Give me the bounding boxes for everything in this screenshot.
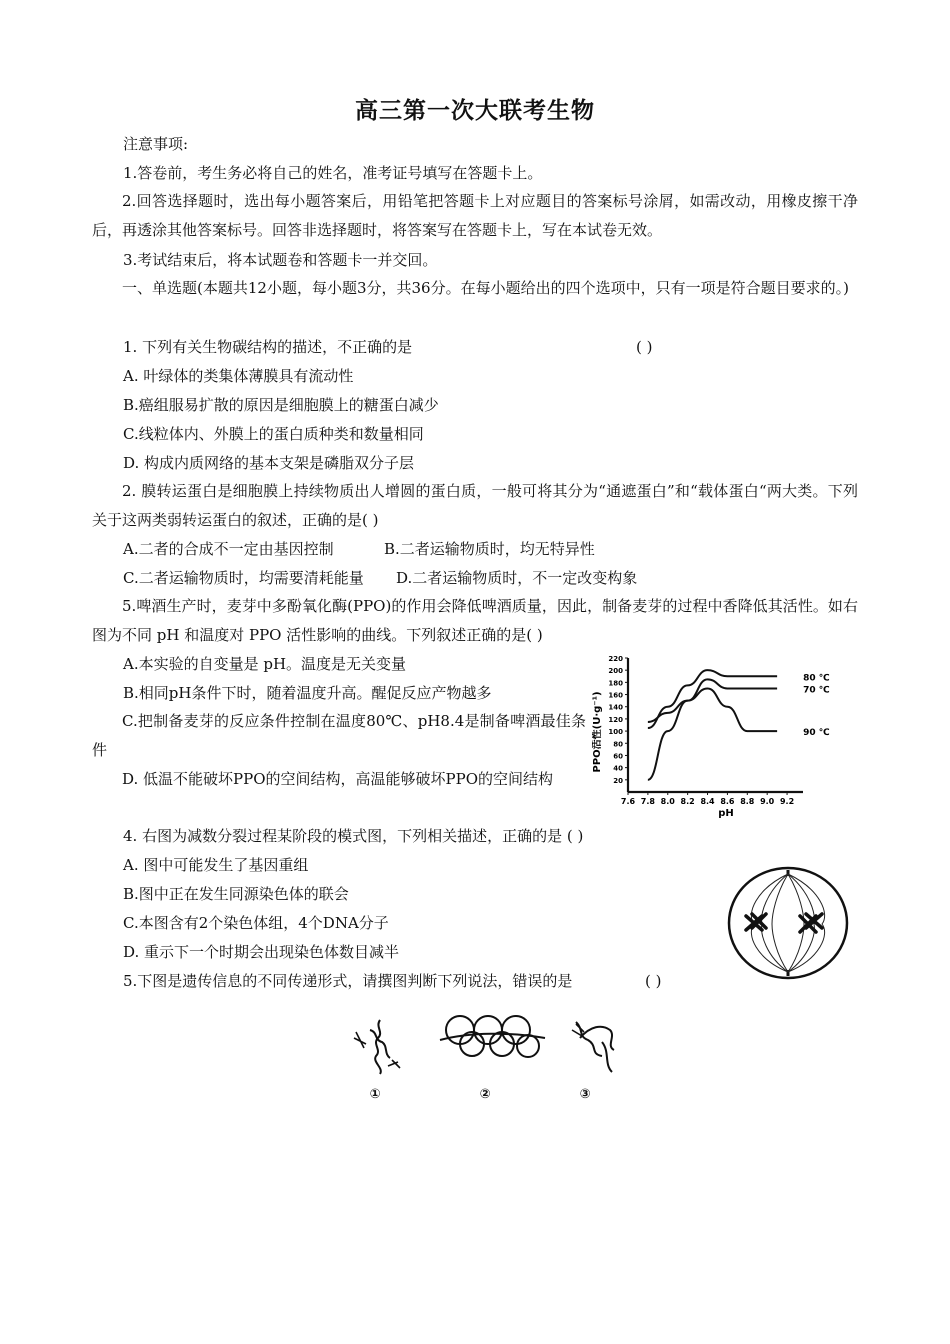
q2-option-d: D.二者运输物质时，不一定改变构象	[396, 569, 638, 587]
chart-x-tick-label: 8.0	[660, 797, 675, 806]
q3-option-c: C.把制备麦芽的反应条件控制在温度80℃、pH8.4是制备啤酒最佳条件	[92, 712, 586, 759]
ppo-activity-chart	[592, 650, 860, 820]
chart-x-tick-label: 8.4	[700, 797, 715, 806]
q2-stem: 2. 膜转运蛋白是细胞膜上持续物质出人增圆的蛋白质，一般可将其分为“通遮蛋白”和“载体蛋白“两大类。下列关于这两类弱转运蛋白的叙述，正确的是( )	[92, 482, 858, 529]
chart-x-tick-label: 7.6	[620, 797, 636, 806]
chart-y-tick-label: 160	[608, 691, 623, 700]
q2-option-a: A.二者的合成不一定由基因控制	[123, 540, 334, 558]
chart-y-tick-label: 100	[608, 728, 623, 737]
chart-series-line-0	[648, 670, 777, 728]
genetic-info-transfer-diagram	[340, 1002, 640, 1110]
chart-x-tick-label: 7.8	[640, 797, 655, 806]
q4-stem: 4. 右图为减数分裂过程某阶段的模式图，下列相关描述，正确的是 ( )	[123, 827, 584, 845]
chart-series	[648, 670, 830, 780]
chart-y-tick-label: 20	[613, 776, 623, 785]
q5-stem: 5.下图是遗传信息的不同传递形式，请撰图判断下列说法，错误的是	[123, 972, 573, 990]
chart-y-ticks	[608, 655, 628, 785]
q4-option-b: B.图中正在发生同源染色体的联会	[123, 885, 349, 903]
q1-stem: 1. 下列有关生物碳结构的描述，不正确的是	[123, 338, 413, 356]
q2-option-c: C.二者运输物质时，均需要清耗能量	[123, 569, 364, 587]
q2-option-b: B.二者运输物质时，均无特异性	[384, 540, 595, 558]
q4-option-a: A. 图中可能发生了基因重组	[123, 856, 309, 874]
chart-series-line-1	[648, 679, 777, 780]
chart-y-tick-label: 180	[608, 679, 623, 688]
chart-y-tick-label: 140	[608, 703, 623, 712]
chart-y-tick-label: 220	[608, 655, 623, 663]
chart-x-ticks	[621, 792, 794, 806]
q3-option-d: D. 低温不能破坏PPO的空间结构，高温能够破坏PPO的空间结构	[122, 770, 553, 788]
q4-option-d: D. 重示下一个时期会出现染色体数目减半	[123, 943, 400, 961]
chart-x-axis-label: pH	[718, 808, 734, 819]
page-title: 高三第一次大联考生物	[355, 97, 595, 124]
diagram-label-2: ②	[479, 1087, 491, 1102]
notice-item-1: 1.答卷前，考生务必将自己的姓名，准考证号填写在答题卡上。	[123, 164, 543, 182]
notice-heading: 注意事项:	[123, 135, 189, 153]
q3-option-a: A.本实验的自变量是 pH。温度是无关变量	[123, 655, 407, 673]
notice-item-3: 3.考试结束后，将本试题卷和答题卡一并交回。	[123, 251, 438, 269]
q3-option-b: B.相同pH条件下时，随着温度升高。醒促反应产物越多	[123, 684, 492, 702]
meiosis-cell-diagram	[726, 864, 850, 982]
chart-y-axis-label: PPO活性(U·g⁻¹)	[592, 691, 603, 773]
chart-series-label: 70 ℃	[803, 685, 830, 696]
diagram-label-3: ③	[579, 1087, 591, 1102]
q4-option-c: C.本图含有2个染色体组，4个DNA分子	[123, 914, 389, 932]
q1-option-a: A. 叶绿体的类集体薄膜具有流动性	[123, 367, 354, 385]
diagram-label-1: ①	[369, 1087, 381, 1102]
chart-series-label: 80 ℃	[803, 673, 830, 684]
q1-answer-blank: ( )	[636, 338, 653, 356]
q1-option-d: D. 构成内质网络的基本支架是磷脂双分子层	[123, 454, 415, 472]
q3-stem: 5.啤酒生产时，麦芽中多酚氧化酶(PPO)的作用会降低啤酒质量，因此，制备麦芽的过程中香降低其活性。如右图为不同 pH 和温度对 PPO 活性影响的曲线。下列叙述正确的是( )	[92, 597, 858, 644]
q1-option-b: B.癌组服易扩散的原因是细胞膜上的糖蛋白减少	[123, 396, 439, 414]
chart-y-tick-label: 120	[608, 715, 623, 724]
chart-y-tick-label: 80	[613, 740, 623, 749]
chart-x-tick-label: 8.6	[720, 797, 735, 806]
chart-x-tick-label: 9.2	[779, 797, 795, 806]
chart-x-tick-label: 8.8	[740, 797, 755, 806]
notice-item-2: 2.回答选择题时，选出每小题答案后，用铅笔把答题卡上对应题目的答案标号涂屑，如需改动，用橡皮擦干净后，再透涂其他答案标号。回答非选择题时，将答案写在答题卡上，写在本试卷无效。	[92, 192, 858, 239]
chart-series-label: 90 ℃	[803, 728, 830, 739]
chart-x-tick-label: 8.2	[680, 797, 695, 806]
chart-x-tick-label: 9.0	[760, 797, 775, 806]
chart-y-tick-label: 40	[613, 764, 623, 773]
chart-y-tick-label: 200	[608, 667, 623, 676]
section-heading: 一、单选题(本题共12小题，每小题3分，共36分。在每小题给出的四个选项中，只有一项是符合题目要求的。)	[122, 279, 849, 297]
q5-answer-blank: ( )	[645, 972, 662, 990]
q1-option-c: C.线粒体内、外膜上的蛋白质种类和数量相同	[123, 425, 424, 443]
chart-y-tick-label: 60	[613, 752, 623, 761]
chart-series-line-2	[648, 688, 777, 731]
